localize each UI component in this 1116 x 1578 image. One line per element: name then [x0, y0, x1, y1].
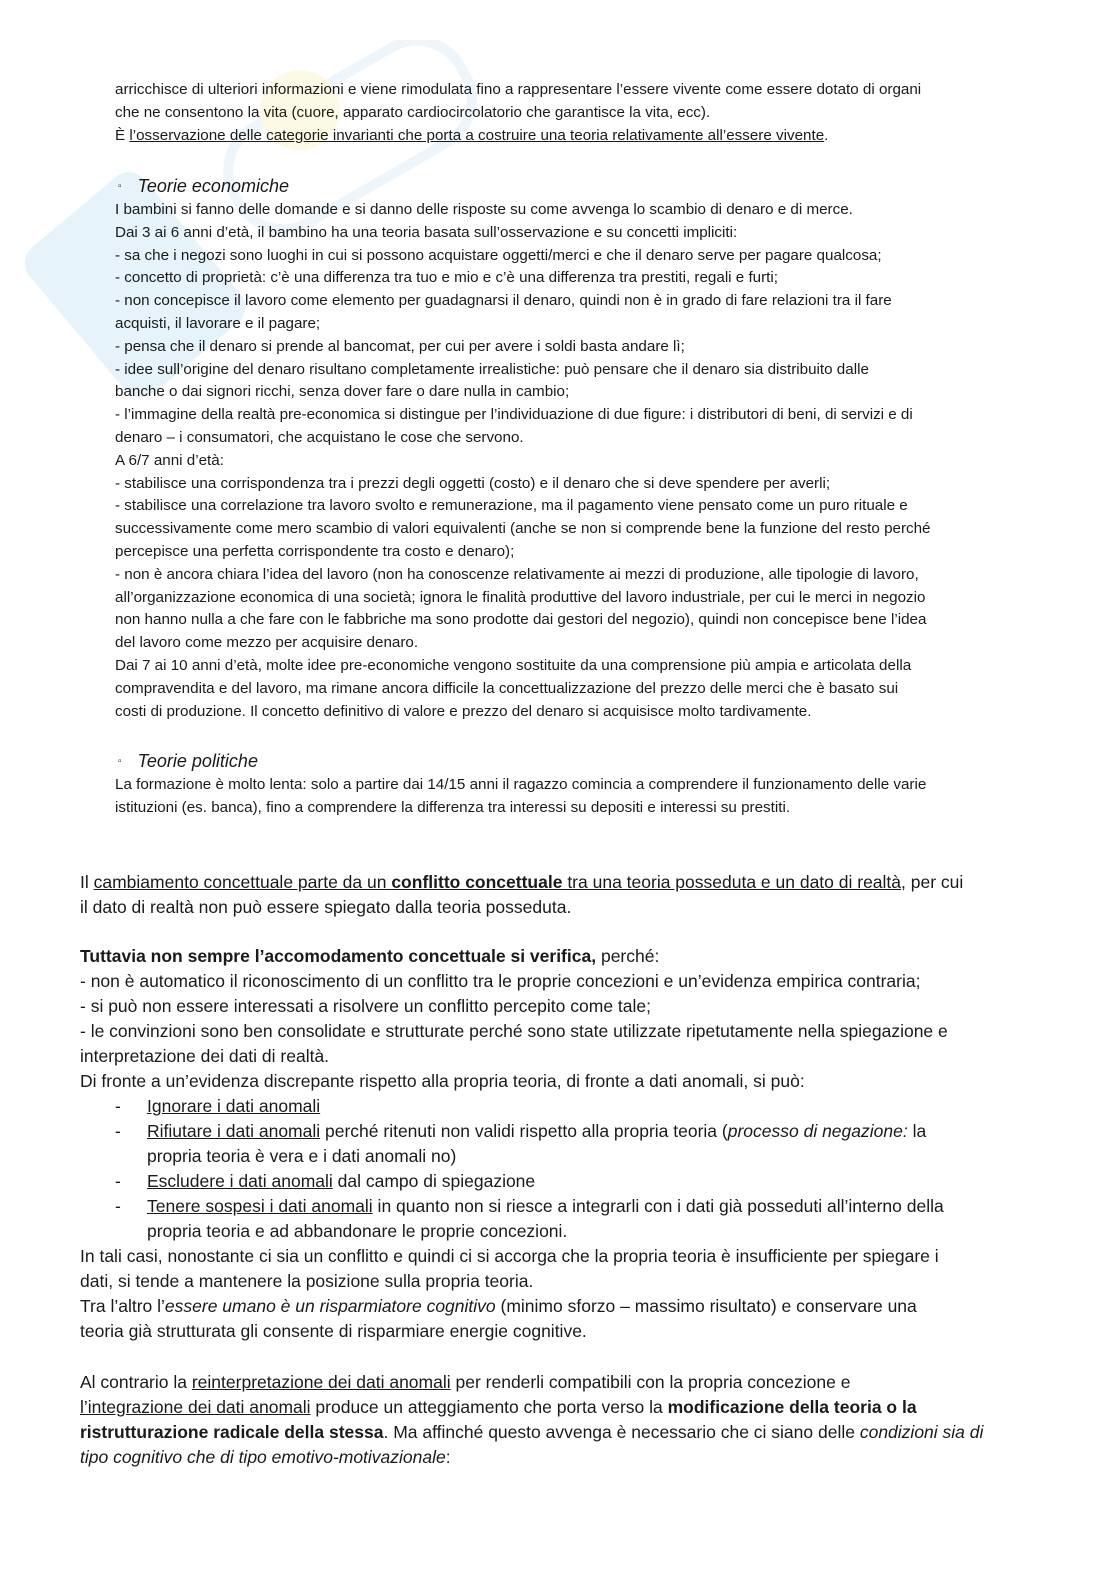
- list-item: - Rifiutare i dati anomali perché ritenuti non validi rispetto alla propria teoria (processo di negazione: la propria teoria è vera e i dati anomali no): [115, 1121, 927, 1166]
- political-theories-heading: ▫ Teorie politiche: [118, 749, 258, 774]
- intro-line-3: È l’osservazione delle categorie invarianti che porta a costruire una teoria relativamente all’essere vivente.: [115, 126, 829, 144]
- economic-line: - stabilisce una correlazione tra lavoro svolto e remunerazione, ma il pagamento viene pensato come un puro rituale e: [115, 497, 908, 515]
- economic-theories-heading: ▫ Teorie economiche: [118, 174, 289, 199]
- economic-line: compravendita e del lavoro, ma rimane ancora difficile la concettualizzazione del prezzo delle merci che è basato sui: [115, 679, 899, 697]
- accommodation-heading: Tuttavia non sempre l’accomodamento concettuale si verifica, perché:: [80, 946, 660, 966]
- political-theories-body: [115, 774, 1045, 820]
- economic-line: percepisce una perfetta corrispondente tra costo e denaro);: [115, 542, 515, 560]
- accommodation-section: [80, 944, 1040, 1344]
- economic-line: all’organizzazione economica di una società; ignora le finalità produttive del lavoro industriale, per cui le merci in negozio: [115, 588, 926, 606]
- economic-line: - idee sull’origine del denaro risultano completamente irrealistiche: può pensare che il denaro sia distribuito dalle: [115, 360, 869, 378]
- economic-line: - stabilisce una corrispondenza tra i prezzi degli oggetti (costo) e il denaro che si deve spendere per averli;: [115, 474, 831, 492]
- conclusion-line-2: dati, si tende a mantenere la posizione sulla propria teoria.: [80, 1271, 534, 1291]
- list-item: - Ignorare i dati anomali: [115, 1096, 321, 1116]
- reinterpretation-line-1: Al contrario la reinterpretazione dei dati anomali per renderli compatibili con la propria concezione e: [80, 1372, 851, 1392]
- economic-line: Dai 3 ai 6 anni d’età, il bambino ha una teoria basata sull’osservazione e su concetti impliciti:: [115, 223, 738, 241]
- reinterpretation-line-3: ristrutturazione radicale della stessa. Ma affinché questo avvenga è necessario che ci siano delle condizioni sia di: [80, 1422, 984, 1442]
- reinterpretation-line-4: tipo cognitivo che di tipo emotivo-motivazionale:: [80, 1447, 451, 1467]
- economic-line: del lavoro come mezzo per acquisire denaro.: [115, 634, 419, 652]
- cognitive-saver-line-2: teoria già strutturata gli consente di risparmiare energie cognitive.: [80, 1321, 587, 1341]
- economic-line: I bambini si fanno delle domande e si danno delle risposte su come avvenga lo scambio di denaro e di merce.: [115, 201, 853, 218]
- economic-line: costi di produzione. Il concetto definitivo di valore e prezzo del denaro si acquisisce molto tardivamente.: [115, 702, 812, 720]
- economic-line: non hanno nulla a che fare con le fabbriche ma sono prodotte dai gestori del negozio), quindi non concepisce bene l’idea: [115, 611, 927, 629]
- conflict-line-1: Il cambiamento concettuale parte da un conflitto concettuale tra una teoria posseduta e un dato di realtà, per cui: [80, 872, 964, 892]
- economic-line: - non è ancora chiara l’idea del lavoro (non ha conoscenze relativamente ai mezzi di produzione, alle tipologie di lavoro,: [115, 565, 919, 583]
- conclusion-line-1: In tali casi, nonostante ci sia un conflitto e quindi ci si accorga che la propria teoria è insufficiente per spiegare i: [80, 1246, 939, 1266]
- economic-line: successivamente come mero scambio di valori equivalenti (anche se non si comprende bene la funzione del resto perché: [115, 520, 931, 538]
- political-line: La formazione è molto lenta: solo a partire dai 14/15 anni il ragazzo comincia a comprendere il funzionamento delle varie: [115, 776, 927, 793]
- list-item: - Tenere sospesi i dati anomali in quanto non si riesce a integrarli con i dati già posseduti all’interno della propria teoria e ad abbandonare le proprie concezioni.: [115, 1196, 944, 1241]
- cognitive-saver-line-1: Tra l’altro l’essere umano è un risparmiatore cognitivo (minimo sforzo – massimo risultato) e conservare una: [80, 1296, 917, 1316]
- economic-line: Dai 7 ai 10 anni d’età, molte idee pre-economiche vengono sostituite da una comprensione più ampia e articolata della: [115, 656, 912, 674]
- economic-line: - l’immagine della realtà pre-economica si distingue per l’individuazione di due figure: i distributori di beni, di servizi e di: [115, 406, 913, 424]
- economic-theories-body: [115, 199, 1045, 723]
- economic-line: - concetto di proprietà: c’è una differenza tra tuo e mio e c’è una differenza tra prestiti, regali e furti;: [115, 269, 778, 287]
- conflict-paragraph: [80, 870, 1040, 920]
- economic-line: denaro – i consumatori, che acquistano le cose che servono.: [115, 428, 524, 446]
- intro-paragraph: [115, 79, 1045, 147]
- economic-line: - sa che i negozi sono luoghi in cui si possono acquistare oggetti/merci e che il denaro serve per pagare qualcosa;: [115, 246, 882, 264]
- square-bullet-icon: ▫: [118, 181, 122, 192]
- accommodation-line: - si può non essere interessati a risolvere un conflitto percepito come tale;: [80, 996, 651, 1016]
- political-line: istituzioni (es. banca), fino a comprendere la differenza tra interessi su depositi e interessi su prestiti.: [115, 798, 791, 816]
- conflict-line-2: il dato di realtà non può essere spiegato dalla teoria posseduta.: [80, 897, 572, 917]
- economic-line: - non concepisce il lavoro come elemento per guadagnarsi il denaro, quindi non è in grado di fare relazioni tra il fare: [115, 292, 892, 310]
- economic-line: banche o dai signori ricchi, senza dover fare o dare nulla in cambio;: [115, 383, 570, 401]
- reinterpretation-line-2: l’integrazione dei dati anomali produce un atteggiamento che porta verso la modificazione della teoria o la: [80, 1397, 917, 1417]
- anomalous-data-options: [80, 1094, 1040, 1244]
- economic-line: - pensa che il denaro si prende al bancomat, per cui per avere i soldi basta andare lì;: [115, 337, 685, 355]
- accommodation-line: interpretazione dei dati di realtà.: [80, 1046, 330, 1066]
- economic-line: acquisti, il lavorare e il pagare;: [115, 314, 321, 332]
- intro-line-2: che ne consentono la vita (cuore, apparato cardiocircolatorio che garantisce la vita, ecc).: [115, 103, 711, 121]
- economic-line: A 6/7 anni d’età:: [115, 451, 224, 469]
- accommodation-reasons: [80, 969, 1040, 1094]
- intro-line-1: arricchisce di ulteriori informazioni e viene rimodulata fino a rappresentare l’essere vivente come essere dotato di organi: [115, 81, 922, 98]
- accommodation-line: - non è automatico il riconoscimento di un conflitto tra le proprie concezioni e un’evidenza empirica contraria;: [80, 971, 921, 991]
- accommodation-line: - le convinzioni sono ben consolidate e strutturate perché sono state utilizzate ripetutamente nella spiegazione e: [80, 1021, 948, 1041]
- accommodation-line: Di fronte a un’evidenza discrepante rispetto alla propria teoria, di fronte a dati anomali, si può:: [80, 1071, 805, 1091]
- square-bullet-icon: ▫: [118, 756, 122, 767]
- list-item: - Escludere i dati anomali dal campo di spiegazione: [115, 1171, 536, 1191]
- reinterpretation-paragraph: [80, 1370, 1040, 1470]
